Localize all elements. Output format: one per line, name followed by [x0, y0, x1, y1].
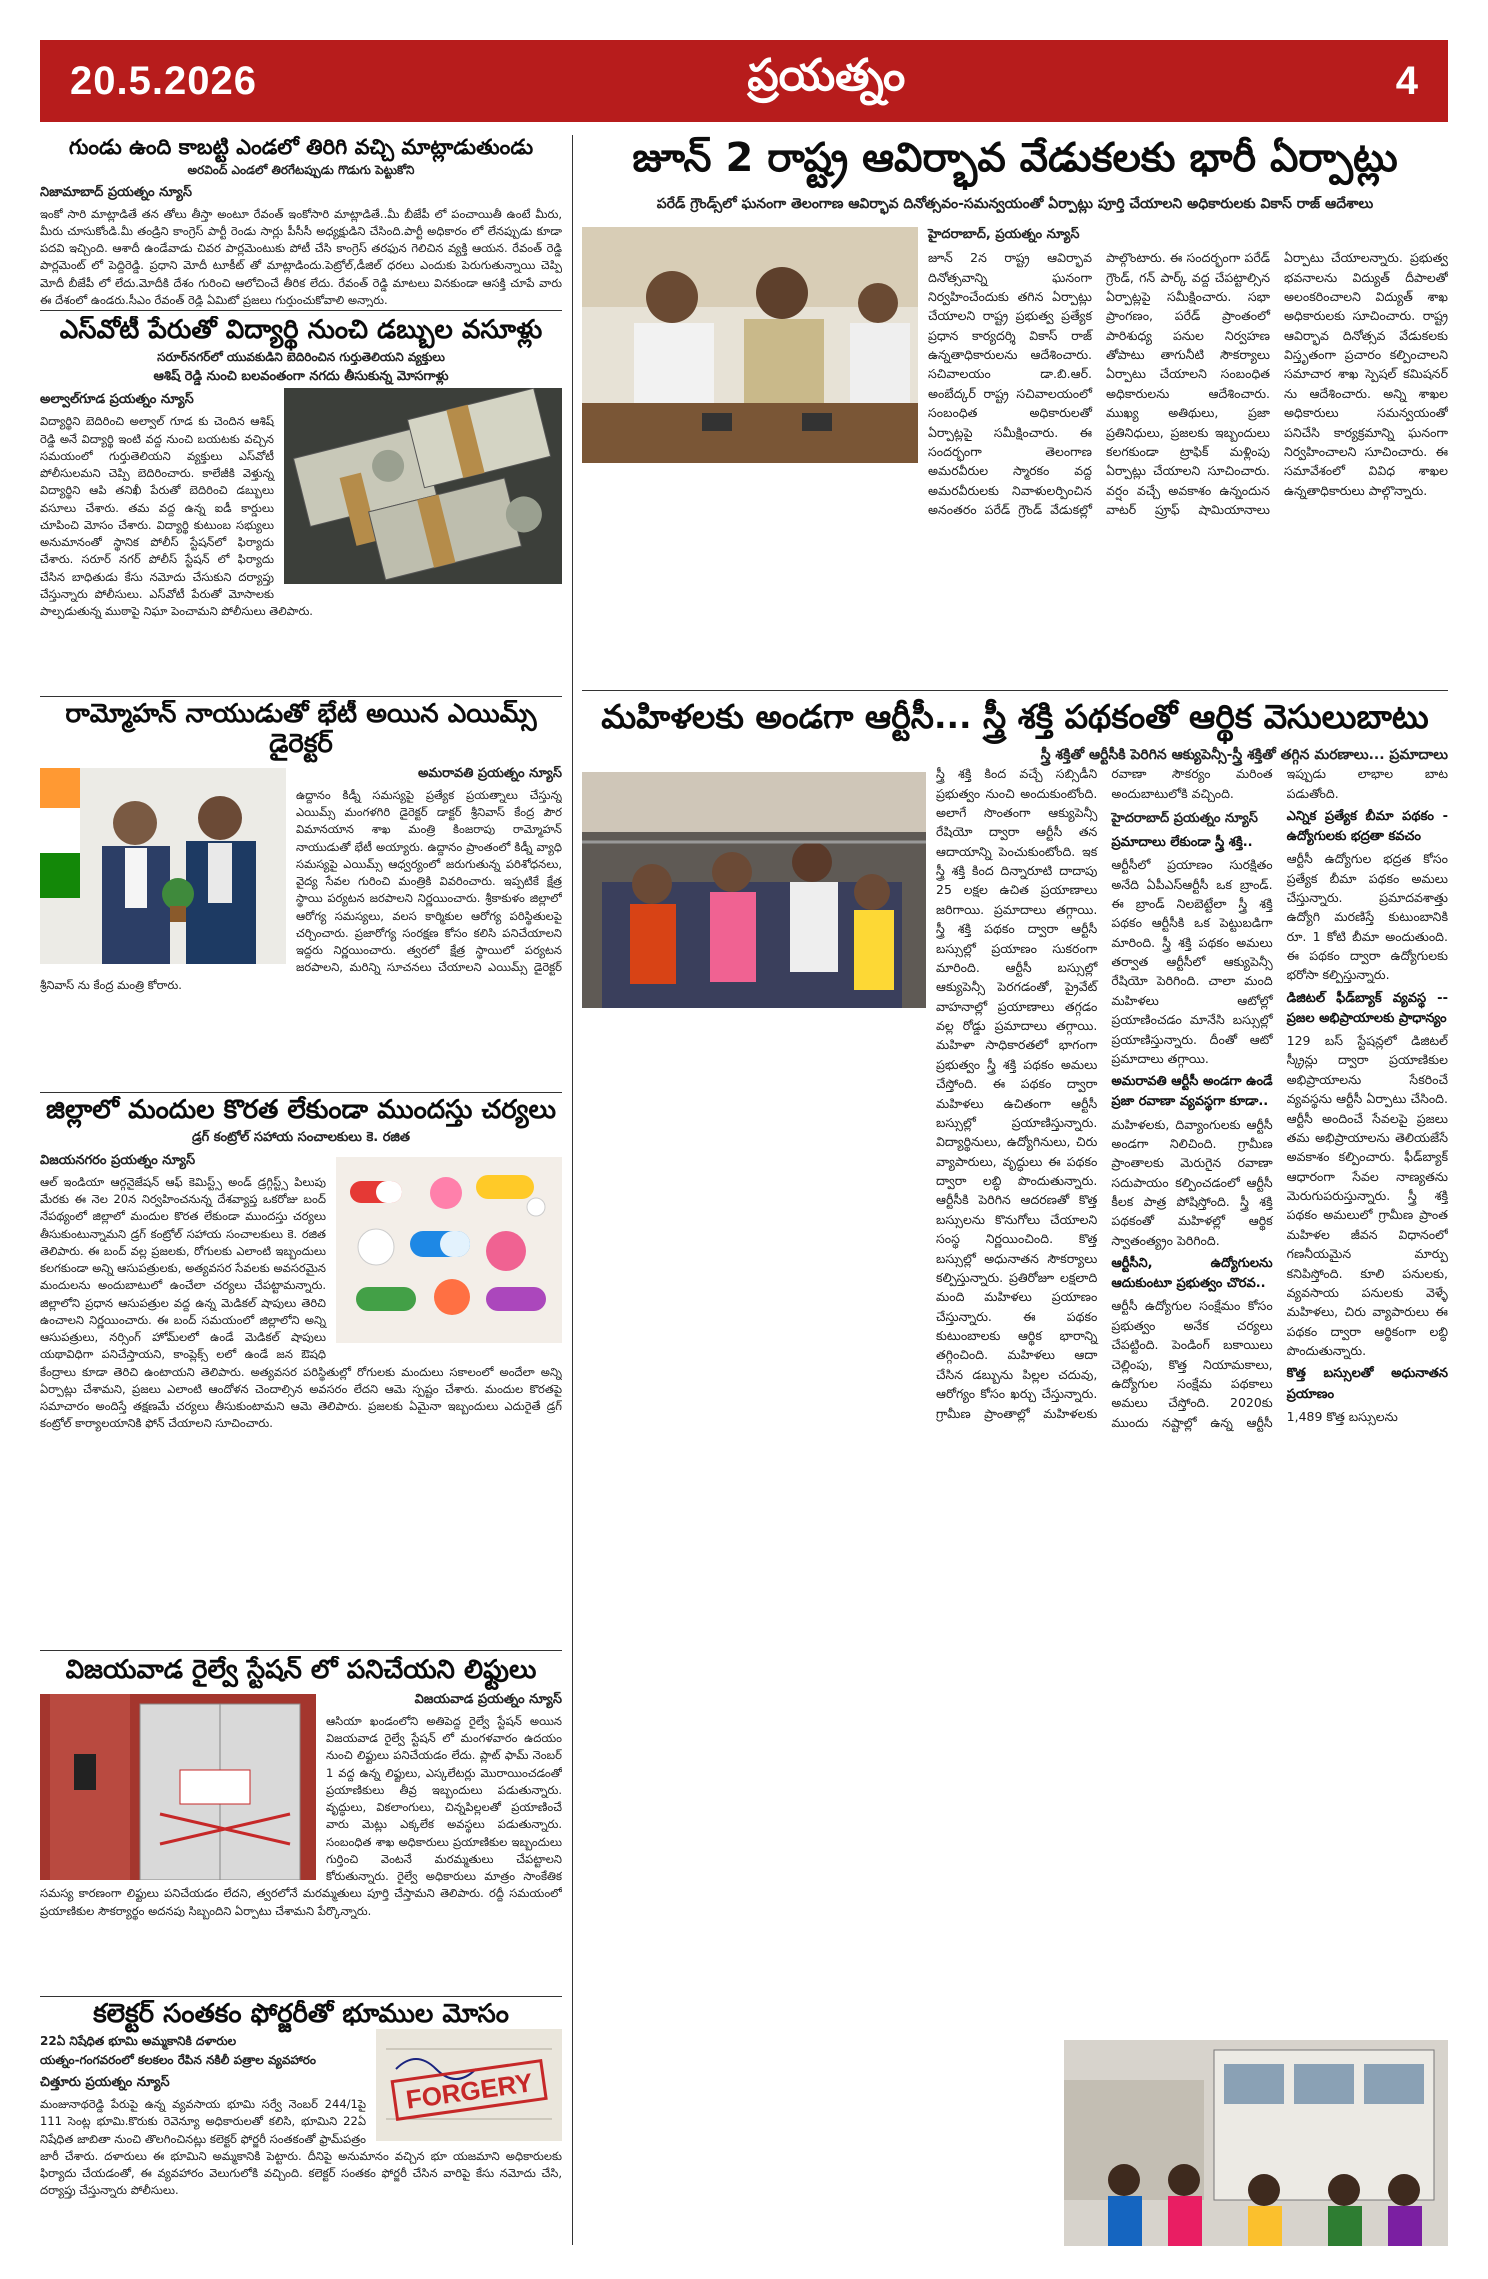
article-body — [936, 764, 1448, 1432]
section-divider — [40, 1996, 562, 1997]
paragraph: మహిళలకు, దివ్యాంగులకు ఆర్టీసీ అండగా నిలిచింది. గ్రామీణ ప్రాంతాలకు మెరుగైన రవాణా సదుపాయం కల్పించడంలో ఆర్టీసీ కీలక పాత్ర పోషిస్తోంది. స్త్రీ శక్తి పథకంతో మహిళల్లో ఆర్థిక స్వాతంత్య్రం పెరిగింది. — [1111, 1116, 1273, 1248]
article-body: ఆల్ ఇండియా ఆర్గనైజేషన్ ఆఫ్ కెమిస్ట్స్ అండ్ డ్రగ్గిస్ట్స్ పిలుపు మేరకు ఈ నెల 20న నిర్వహించనున్న దేశవ్యాప్త ఒకరోజు బంద్ నేపథ్యంలో జిల్లాలో మందుల కొరత లేకుండా ముందస్తు చర్యలు తీసుకుంటున్నామని డ్రగ్ కంట్రోల్ సహాయ సంచాలకులు కె. రజిత తెలిపారు. ఈ బంద్ వల్ల ప్రజలకు, రోగులకు ఎలాంటి ఇబ్బందులు కలగకుండా అన్ని ఆసుపత్రులకు, అత్యవసర సేవలకు అవసరమైన మందులను అందుబాటులో ఉంచేలా చర్యలు చేపట్టామన్నారు. జిల్లాలోని ప్రధాన ఆసుపత్రుల వద్ద ఉన్న మెడికల్ షాపులు తెరిచి ఉంచాలని నిర్ణయించారు. ఈ బంద్ సమయంలో జిల్లాలోని అన్ని ఆసుపత్రులు, నర్సింగ్ హోమ్‌లలో ఉండే మెడికల్ షాపులు యథావిధిగా పనిచేస్తాయని, కాంప్లెక్స్ లలో ఉండే జన ఔషధి కేంద్రాలు కూడా తెరిచి ఉంటాయని తెలిపారు. అత్యవసర పరిస్థితుల్లో రోగులకు మందులు సకాలంలో అందేలా అన్ని ఏర్పాట్లు చేశామని, ప్రజలు ఎలాంటి ఆందోళన చెందాల్సిన అవసరం లేదని ఆమె స్పష్టం చేశారు. మందుల కొరతపై సమాచారం అందిస్తే తక్షణమే చర్యలు తీసుకుంటామని ఆమె తెలిపారు. ప్రజలకు ఏమైనా ఇబ్బందులు ఎదురైతే డ్రగ్ కంట్రోల్ కార్యాలయానికి ఫోన్ చేయాలని సూచించారు. — [40, 1174, 562, 1431]
article-body: ఇంకో సారి మాట్లాడితే తన తోలు తీస్తా అంటూ రేవంత్ ఇంకోసారి మాట్లాడితే..మీ బీజేపీ లో పంచాయితీ ఉంటే మీరు, మీరు చూసుకోండి.మీ తండ్రిని కాంగ్రెస్ పార్టీ రెండు సార్లు పీసీసీ అధ్యక్షుడిని చేసింది.పార్టీ అధికారం లో లేనప్పుడు కూడా పదవి ఇచ్చింది. ఆశాదీ ఉండేవాడు చివర పార్లమెంటుకు పోటీ చేసి కాంగ్రెస్ తరఫున గెలిచిన వ్యక్తి ఆయన. రేవంత్ రెడ్డి పార్లమెంట్ లో పెద్దిరెడ్డి. ప్రధాని మోదీ టూకీట్ తో మాట్లాడిందు.పెట్రోల్,డీజిల్ ధరలు ఎందుకు పెరుగుతున్నాయి చెప్పి మోదీ బీజేపీ లో లేదు.మోదీకి దేశం గురించి ఆలోచించే తీరిక లేదు. రేవంత్ రెడ్డి మాటలు వినకుండా ఆసక్తి చూపే వారు ఈ దేశంలో ఉండరు.సీఎం రేవంత్ రెడ్డి ఏమిటో ప్రజలు గుర్తుంచుకోవాలి అన్నారు. — [40, 206, 562, 307]
women-bus-passengers-image — [582, 772, 926, 1008]
byline: అల్వాల్‌గూడ ప్రయత్నం న్యూస్ — [40, 392, 194, 408]
pills-photo — [336, 1157, 562, 1343]
subheading: డిజిటల్ ఫీడ్‌బ్యాక్ వ్యవస్థ -- ప్రజల అభిప్రాయాలకు ప్రాధాన్యం — [1286, 990, 1448, 1026]
byline: విజయవాడ ప్రయత్నం న్యూస్ — [414, 1691, 562, 1707]
deck: డ్రగ్ కంట్రోల్ సహాయ సంచాలకులు కె. రజిత — [191, 1129, 411, 1145]
headline: విజయవాడ రైల్వే స్టేషన్ లో పనిచేయని లిఫ్టులు — [65, 1656, 537, 1685]
headline: గుండు ఉంది కాబట్టి ఎండలో తిరిగి వచ్చి మాట్లాడుతుండు — [68, 135, 534, 159]
article-rammohan — [40, 700, 562, 1090]
minister-meeting-image — [40, 768, 286, 964]
deck: సరూర్‌నగర్‌లో యువకుడిని బెదిరించిన గుర్తుతెలియని వ్యక్తులు — [157, 349, 445, 364]
section-divider — [582, 690, 1448, 691]
issue-date: 20.5.2026 — [70, 58, 257, 103]
subheading: ప్రమాదాలు లేకుండా స్త్రీ శక్తి.. — [1111, 835, 1253, 851]
headline: జూన్ 2 రాష్ట్ర ఆవిర్భావ వేడుకలకు భారీ ఏర్పాట్లు — [632, 135, 1398, 181]
paragraph: ఆర్టీసీలో ప్రయాణం సురక్షితం అనేది ఏపీఎస్ఆర్టీసీ ఒక బ్రాండ్. ఈ బ్రాండ్ నిలబెట్టేలా స్త్రీ శక్తి పథకం ఆర్టీసీకి ఒక పెట్టుబడిగా మారింది. స్త్రీ శక్తి పథకం అమలు తర్వాత ఆర్టీసీలో ఆక్యుపెన్సీ రేషియో పెరిగింది. చాలా మంది మహిళలు ఆటోల్లో ప్రయాణించడం మానేసి బస్సుల్లో ప్రయాణిస్తున్నారు. దీంతో ఆటో ప్రమాదాలు తగ్గాయి. — [1111, 857, 1273, 1066]
article-body: జూన్ 2న రాష్ట్ర ఆవిర్భావ దినోత్సవాన్ని ఘనంగా నిర్వహించేందుకు తగిన ఏర్పాట్లు చేయాలని రాష్ట్ర ప్రభుత్వ ప్రత్యేక ప్రధాన కార్యదర్శి వికాస్ రాజ్ ఉన్నతాధికారులను ఆదేశించారు. సచివాలయం డా.బి.ఆర్. అంబేద్కర్ రాష్ట్ర సచివాలయంలో సంబంధిత అధికారులతో ఏర్పాట్లపై సమీక్షించారు. ఈ సందర్భంగా తెలంగాణ అమరవీరుల స్మారకం వద్ద అమరవీరులకు నివాళులర్పించిన అనంతరం పరేడ్ గ్రౌండ్ వేడుకల్లో పాల్గొంటారు. ఈ సందర్భంగా పరేడ్ గ్రౌండ్, గన్ పార్క్ వద్ద చేపట్టాల్సిన ఏర్పాట్లపై సమీక్షించారు. సభా ప్రాంగణం, పరేడ్ ప్రాంతంలో పారిశుధ్య పనుల నిర్వహణ తోపాటు తాగునీటి సౌకర్యాలు ఏర్పాటు చేయాలని సంబంధిత అధికారులను ఆదేశించారు. ముఖ్య అతిథులు, ప్రజా ప్రతినిధులు, ప్రజలకు ఇబ్బందులు కలగకుండా ట్రాఫిక్ మళ్లింపు ఏర్పాట్లు చేయాలని సూచించారు. వర్షం వచ్చే అవకాశం ఉన్నందున వాటర్ ప్రూఫ్ షామియానాలు ఏర్పాటు చేయాలన్నారు. ప్రభుత్వ భవనాలను విద్యుత్ దీపాలతో అలంకరించాలని విద్యుత్ శాఖ అధికారులకు సూచించారు. రాష్ట్ర ఆవిర్భావ దినోత్సవ వేడుకలకు విస్తృతంగా ప్రచారం కల్పించాలని సమాచార శాఖ స్పెషల్ కమిషనర్ ను ఆదేశించారు. అన్ని శాఖల అధికారులు సమన్వయంతో పనిచేసి కార్యక్రమాన్ని ఘనంగా నిర్వహించాలని సూచించారు. ఈ సమావేశంలో వివిధ శాఖల ఉన్నతాధికారులు పాల్గొన్నారు. — [928, 250, 1448, 518]
section-divider — [40, 1092, 562, 1093]
bus-stand-photo — [1064, 2040, 1448, 2246]
section-divider — [40, 696, 562, 697]
subheading: అమరావతి ఆర్టీసీ అండగా ఉండే ప్రజా రవాణా వ్యవస్థగా కూడా.. — [1111, 1074, 1273, 1110]
headline: కలెక్టర్ సంతకం ఫోర్జరీతో భూముల మోసం — [93, 2000, 509, 2029]
article-body: ఉద్దానం కిడ్నీ సమస్యపై ప్రత్యేక ప్రయత్నాలు చేస్తున్న ఎయిమ్స్ మంగళగిరి డైరెక్టర్ డాక్టర్ శ్రీనివాస్ కేంద్ర పౌర విమానయాన శాఖ మంత్రి కింజరాపు రామ్మోహన్ నాయుడుతో భేటీ అయ్యారు. ఉద్దానం ప్రాంతంలో కిడ్నీ వ్యాధి సమస్యపై ఎయిమ్స్ ఆధ్వర్యంలో జరుగుతున్న పరిశోధనలు, వైద్య సేవల గురించి మంత్రికి వివరించారు. ఇప్పటికే క్షేత్ర స్థాయి పర్యటన జరపాలని నిర్ణయించారు. శ్రీకాకుళం జిల్లాలో ఆరోగ్య సమస్యలు, వలస కార్మికుల ఆరోగ్య పరిస్థితులపై చర్చించారు. ప్రజారోగ్య సంరక్షణ కోసం కలిసి పనిచేయాలని ఇద్దరు నిర్ణయించారు. త్వరలో క్షేత్ర స్థాయిలో పర్యటన జరపాలని, మరిన్ని సూచనలు చేయాలని ఎయిమ్స్ డైరెక్టర్ శ్రీనివాస్ ను కేంద్ర మంత్రి కోరారు. — [40, 787, 562, 992]
byline: హైదరాబాద్ ప్రయత్నం న్యూస్ — [1111, 810, 1258, 826]
paragraph: 1,489 కొత్త బస్సులను — [1286, 1408, 1398, 1424]
article-body: ఆసియా ఖండంలోని అతిపెద్ద రైల్వే స్టేషన్ అయిన విజయవాడ రైల్వే స్టేషన్ లో మంగళవారం ఉదయం నుంచి లిఫ్టులు పనిచేయడం లేదు. ప్లాట్ ఫామ్ నెంబర్ 1 వద్ద ఉన్న లిఫ్టులు, ఎస్కలేటర్లు మొరాయించడంతో ప్రయాణికులు తీవ్ర ఇబ్బందులు పడుతున్నారు. వృద్ధులు, వికలాంగులు, చిన్నపిల్లలతో ప్రయాణించే వారు మెట్లు ఎక్కలేక అవస్థలు పడుతున్నారు. సంబంధిత శాఖ అధికారులు ప్రయాణికుల ఇబ్బందులు గుర్తించి వెంటనే మరమ్మతులు చేపట్టాలని కోరుతున్నారు. రైల్వే అధికారులు మాత్రం సాంకేతిక సమస్య కారణంగా లిఫ్టులు పనిచేయడం లేదని, త్వరలోనే మరమ్మతులు పూర్తి చేస్తామని తెలిపారు. రద్దీ సమయంలో ప్రయాణికుల సౌకర్యార్థం అదనపు సిబ్బందిని ఏర్పాటు చేశామని పేర్కొన్నారు. — [40, 1713, 562, 1918]
paragraph: ఆర్టీసీ ఉద్యోగుల భద్రత కోసం ప్రత్యేక బీమా పథకం అమలు చేస్తున్నారు. ప్రమాదవశాత్తు ఉద్యోగి మరణిస్తే కుటుంబానికి రూ. 1 కోటి బీమా అందుతుంది. ఈ పథకం ద్వారా ఉద్యోగులకు భరోసా కల్పిస్తున్నారు. — [1286, 851, 1448, 983]
students-boarding-bus-image — [1064, 2040, 1448, 2246]
deck: పరేడ్ గ్రౌండ్స్‌లో ఘనంగా తెలంగాణ ఆవిర్భావ దినోత్సవం-సమన్వయంతో ఏర్పాట్లు పూర్తి చేయాలని అధికారులకు వికాస్ రాజ్ ఆదేశాలు — [656, 196, 1374, 212]
paragraph: ఆర్టీసీ ఉద్యోగుల సంక్షేమం కోసం ప్రభుత్వం అనేక చర్యలు చేపట్టింది. పెండింగ్ బకాయిలు చెల్లింపు, కొత్త నియామకాలు, ఉద్యోగుల సంక్షేమ పథకాలు అమలు చేస్తోంది. 2020కు ముందు నష్టాల్లో ఉన్న ఆర్టీసీ ఇప్పుడు లాభాల బాట పడుతోంది. — [1111, 766, 1448, 1430]
money-bundles-image — [284, 388, 562, 584]
officials-meeting-image — [582, 227, 918, 463]
section-divider — [40, 1650, 562, 1651]
headline: జిల్లాలో మందుల కొరత లేకుండా ముందస్తు చర్యలు — [46, 1096, 556, 1125]
review-meeting-photo — [582, 227, 918, 463]
page-number: 4 — [1395, 58, 1418, 103]
subheading: కొత్త బస్సులతో అధునాతన ప్రయాణం — [1286, 1366, 1448, 1402]
article-medicines — [40, 1096, 562, 1646]
forgery-photo — [376, 2029, 562, 2141]
money-photo — [284, 388, 562, 584]
forgery-stamp-image — [376, 2029, 562, 2141]
article-body: విద్యార్థిని బెదిరించి అల్వాల్ గూడ కు చెందిన ఆశిష్ రెడ్డి అనే విద్యార్థి ఇంటి వద్ద నుంచి బయటకు వచ్చిన సమయంలో గుర్తుతెలియని వ్యక్తులు ఎస్‌వోటీ పోలీసులమని చెప్పి బెదిరించారు. కాలేజీకి వెళ్తున్న విద్యార్థిని ఆపి తనిఖీ పేరుతో బెదిరించి డబ్బులు వసూలు చేశారు. తమ వద్ద ఉన్న ఐడీ కార్డులు చూపించి మోసం చేశారు. విద్యార్థి కుటుంబ సభ్యులు అనుమానంతో స్థానిక పోలీస్ స్టేషన్‌లో ఫిర్యాదు చేశారు. సరూర్ నగర్ పోలీస్ స్టేషన్ లో ఫిర్యాదు చేసిన బాధితుడు కేసు నమోదు చేసుకుని దర్యాప్తు చేస్తున్నారు పోలీసులు. ఎస్‌వోటీ పేరుతో మోసాలకు పాల్పడుతున్న ముఠాపై నిఘా పెంచామని పోలీసులు తెలిపారు. — [40, 414, 313, 619]
article-june2-celebrations — [582, 135, 1448, 688]
section-divider — [40, 310, 562, 311]
article-body: మంజునాథరెడ్డి పేరుపై ఉన్న వ్యవసాయ భూమి సర్వే నెంబర్ 244/1పై 111 సెంట్ల భూమి.కొరుకు రెవెన్యూ అధికారులతో కలిసి, భూమిని 22ఏ నిషేధిత జాబితా నుంచి తొలగించినట్లు కలెక్టర్ ఫోర్జరీ సంతకంతో ఫ్రామ్‌పత్రం జారీ చేశారు. దళారులు ఈ భూమిని అమ్మకానికి పెట్టారు. దీనిపై అనుమానం వచ్చిన భూ యజమాని అధికారులకు ఫిర్యాదు చేయడంతో, ఈ వ్యవహారం వెలుగులోకి వచ్చింది. కలెక్టర్ సంతకం ఫోర్జరీ చేసిన వారిపై కేసు నమోదు చేసి, దర్యాప్తు చేస్తున్నారు పోలీసులు. — [40, 2097, 562, 2198]
byline: హైదరాబాద్, ప్రయత్నం న్యూస్ — [928, 227, 1080, 243]
article-gundu — [40, 135, 562, 307]
subheading: ఆర్టీసీని, ఉద్యోగులను ఆదుకుంటూ ప్రభుత్వం చొరవ.. — [1111, 1256, 1273, 1292]
paragraph: 129 బస్ స్టేషన్లలో డిజిటల్ స్క్రీన్లు ద్వారా ప్రయాణికుల అభిప్రాయాలను సేకరించే వ్యవస్థను ఆర్టీసీ ఏర్పాటు చేసింది. ఆర్టీసీ అందించే సేవలపై ప్రజలు తమ అభిప్రాయాలను తెలియజేసే అవకాశం కల్పించారు. ఫీడ్‌బ్యాక్ ఆధారంగా సేవల నాణ్యతను మెరుగుపరుస్తున్నారు. స్త్రీ శక్తి పథకం అమలులో గ్రామీణ ప్రాంత మహిళల జీవన విధానంలో గణనీయమైన మార్పు కనిపిస్తోంది. కూలి పనులకు, వ్యవసాయ పనులకు వెళ్ళే మహిళలు, చిరు వ్యాపారులు ఈ పథకం ద్వారా ఆర్థికంగా లబ్ధి పొందుతున్నారు. — [1286, 1033, 1448, 1359]
forgery-stamp-text: FORGERY — [404, 2067, 535, 2115]
meeting-photo — [40, 768, 286, 964]
byline: నిజామాబాద్ ప్రయత్నం న్యూస్ — [40, 184, 192, 200]
article-svot — [40, 316, 562, 692]
headline: మహిళలకు అండగా ఆర్టీసీ... స్త్రీ శక్తి పథకంతో ఆర్థిక వెసులుబాటు — [601, 698, 1429, 736]
railway-lift-image — [40, 1694, 316, 1880]
byline: చిత్తూరు ప్రయత్నం న్యూస్ — [40, 2075, 170, 2091]
masthead — [40, 40, 1448, 122]
headline: రామ్మోహన్ నాయుడుతో భేటీ అయిన ఎయిమ్స్ డైరెక్టర్ — [65, 700, 537, 759]
deck: 22ఏ నిషేధిత భూమి అమ్మకానికి దళారుల — [40, 2033, 237, 2048]
byline: అమరావతి ప్రయత్నం న్యూస్ — [418, 765, 562, 781]
bus-passengers-photo — [582, 772, 926, 1008]
paragraph: స్త్రీ శక్తి కింద వచ్చే సబ్సిడీని ప్రభుత్వం నుంచి అందుకుంటోంది. అలాగే సొంతంగా ఆక్యుపెన్సీ రేషియో ద్వారా ఆర్టీసీ తన ఆదాయాన్ని పెంచుకుంటోంది. ఇక స్త్రీ శక్తి కింద దిన్నారూటి దాదాపు 25 లక్షల ఉచిత ప్రయాణాలు జరిగాయి. ప్రమాదాలు తగ్గాయి. స్త్రీ శక్తి పథకం ద్వారా ఆర్టీసీ బస్సుల్లో ప్రయాణం సుకరంగా మారింది. ఆర్టీసీ బస్సుల్లో ఆక్యుపెన్సీ పెరగడంతో, ప్రైవేట్ వాహనాల్లో ప్రయాణాలు తగ్గడం వల్ల రోడ్డు ప్రమాదాలు తగ్గాయి. మహిళా సాధికారతలో భాగంగా ప్రభుత్వం స్త్రీ శక్తి పథకం అమలు చేస్తోంది. ఈ పథకం ద్వారా మహిళలు ఉచితంగా ఆర్టీసీ బస్సుల్లో ప్రయాణిస్తున్నారు. విద్యార్థినులు, ఉద్యోగినులు, చిరు వ్యాపారులు, వృద్ధులు ఈ పథకం ద్వారా లబ్ధి పొందుతున్నారు. ఆర్టీసీకి పెరిగిన ఆదరణతో కొత్త బస్సులను కొనుగోలు చేయాలని సంస్థ నిర్ణయించింది. కొత్త బస్సుల్లో అధునాతన సౌకర్యాలు కల్పిస్తున్నారు. ప్రతిరోజూ లక్షలాది మంది మహిళలు ప్రయాణం చేస్తున్నారు. ఈ పథకం కుటుంబాలకు ఆర్థిక భారాన్ని తగ్గించింది. మహిళలు ఆదా చేసిన డబ్బును పిల్లల చదువు, ఆరోగ్యం కోసం ఖర్చు చేస్తున్నారు. గ్రామీణ ప్రాంతాల్లో మహిళలకు రవాణా సౌకర్యం మరింత అందుబాటులోకి వచ్చింది. — [936, 766, 1273, 1421]
deck-secondary: ఆశిష్ రెడ్డి నుంచి బలవంతంగా నగదు తీసుకున్న మోసగాళ్లు — [153, 369, 449, 385]
article-rtc-stree-shakti — [582, 698, 1448, 2246]
deck: స్త్రీ శక్తితో ఆర్టీసీకి పెరిగిన ఆక్యుపెన్సీ-స్త్రీ శక్తితో తగ్గిన మరణాలు... ప్రమాదాలు — [1040, 746, 1448, 763]
deck: అరవింద్ ఎండలో తిరగేటప్పుడు గొడుగు పెట్టుకోని — [187, 163, 415, 178]
deck-secondary: యత్నం-గంగవరంలో కలకలం రేపిన నకిలీ పత్రాల వ్యవహారం — [40, 2053, 316, 2068]
article-railway — [40, 1656, 562, 1992]
subheading: ఎన్నిక ప్రత్యేక బీమా పథకం - ఉద్యోగులకు భద్రతా కవచం — [1286, 808, 1448, 845]
lift-photo — [40, 1694, 316, 1880]
column-divider — [572, 135, 573, 2245]
newspaper-name: ప్రయత్నం — [747, 50, 906, 101]
article-collector-forgery — [40, 2000, 562, 2245]
headline: ఎస్‌వోటీ పేరుతో విద్యార్థి నుంచి డబ్బుల వసూళ్లు — [59, 316, 543, 345]
byline: విజయనగరం ప్రయత్నం న్యూస్ — [40, 1152, 196, 1168]
medicine-pills-image — [336, 1157, 562, 1343]
